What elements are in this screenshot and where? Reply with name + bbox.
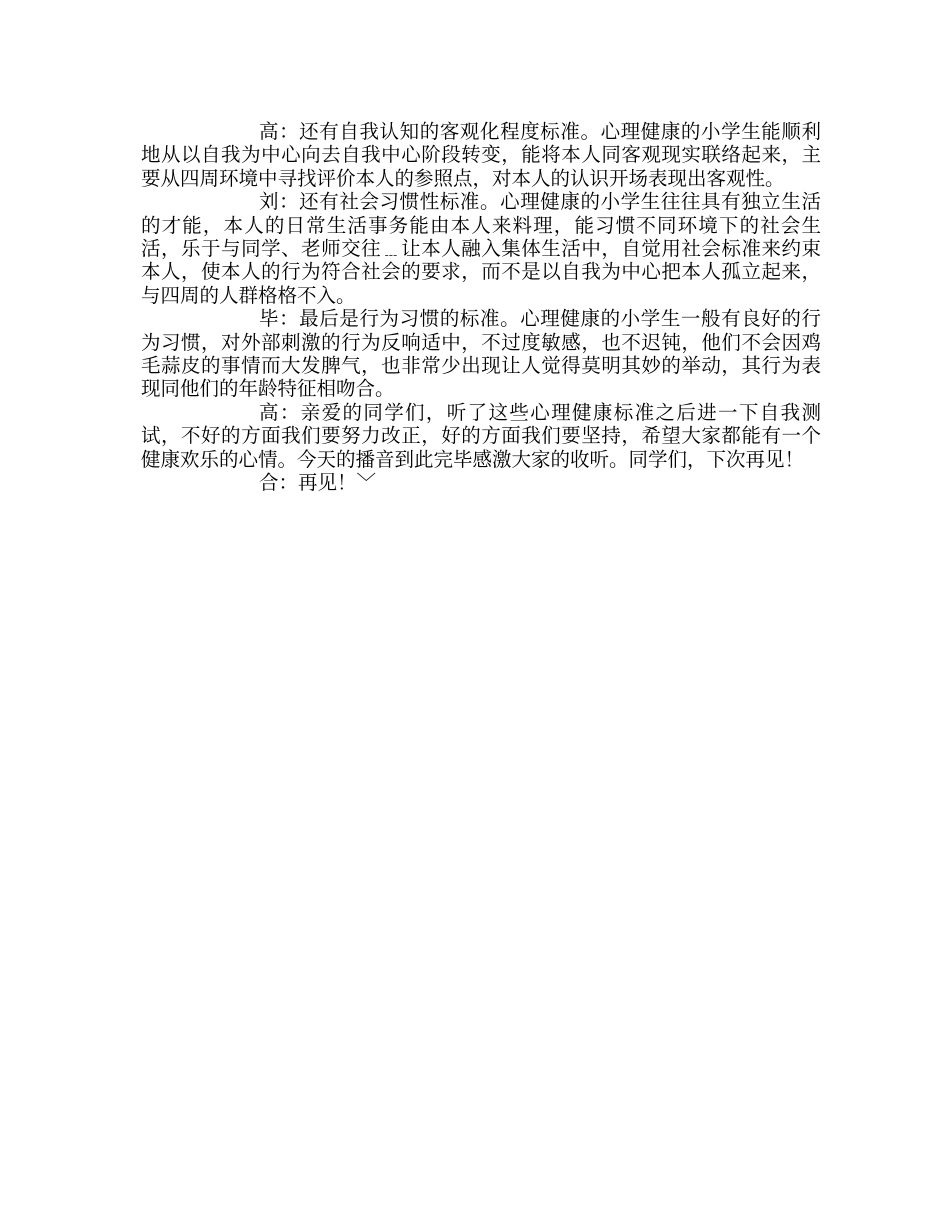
document-body: [141, 120, 821, 495]
paragraph-conclusion: 高：亲爱的同学们，听了这些心理健康标准之后进一下自我测试，不好的方面我们要努力改正，好的方面我们要坚持，希望大家都能有一个健康欢乐的心情。今天的播音到此完毕感激大家的收听。同学们，下次再见！: [141, 400, 821, 471]
closing-line: 合：再见！﹀: [259, 471, 377, 495]
paragraph-self-cognition: 高：还有自我认知的客观化程度标准。心理健康的小学生能顺利地从以自我为中心向去自我中心阶段转变，能将本人同客观现实联络起来，主要从四周环境中寻找评价本人的参照点，对本人的认识开场表现出客观性。: [141, 120, 821, 190]
paragraph-social-adaptation: 刘：还有社会习惯性标准。心理健康的小学生往往具有独立生活的才能，本人的日常生活事务能由本人来料理，能习惯不同环境下的社会生活，乐于与同学、老师交往﹍让本人融入集体生活中，自觉用社会标准来约束本人，使本人的行为符合社会的要求，而不是以自我为中心把本人孤立起来，与四周的人群格格不入。: [141, 190, 821, 307]
paragraph-behavior-habits: 毕：最后是行为习惯的标准。心理健康的小学生一般有良好的行为习惯，对外部刺激的行为反响适中，不过度敏感，也不迟钝，他们不会因鸡毛蒜皮的事情而大发脾气，也非常少出现让人觉得莫明其妙的举动，其行为表现同他们的年龄特征相吻合。: [141, 307, 821, 401]
